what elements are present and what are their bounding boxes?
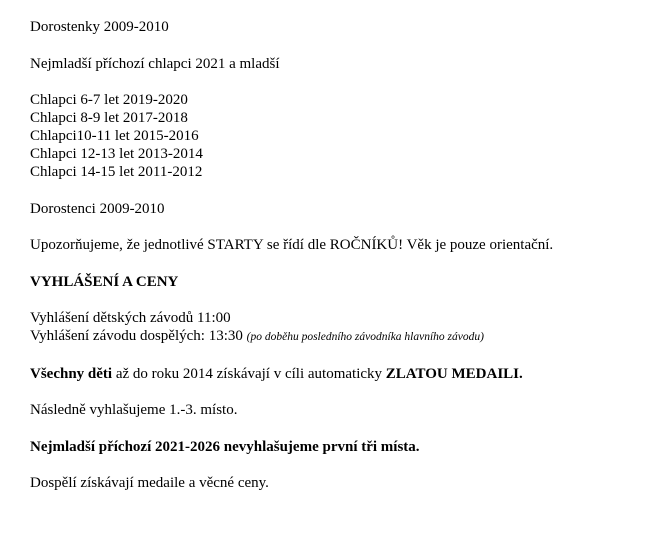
notice-text: Upozorňujeme, že jednotlivé STARTY se řídí dle ROČNÍKŮ! Věk je pouze orientační.: [30, 237, 554, 253]
places-statement: Následně vyhlašujeme 1.-3. místo.: [30, 402, 238, 418]
category-chlapci-8-9: Chlapci 8-9 let 2017-2018: [30, 110, 188, 126]
category-chlapci-10-11: Chlapci10-11 let 2015-2016: [30, 128, 199, 144]
medal-statement-emphasis: ZLATOU MEDAILI.: [385, 365, 523, 382]
medal-statement-subject: Všechny děti: [30, 365, 113, 382]
category-nejmladsi-chlapci: Nejmladší příchozí chlapci 2021 a mladší: [30, 55, 280, 72]
category-chlapci-14-15: Chlapci 14-15 let 2011-2012: [30, 164, 203, 180]
awards-children-time: Vyhlášení dětských závodů 11:00: [30, 310, 231, 326]
adults-prizes: Dospělí získávají medaile a věcné ceny.: [30, 475, 269, 491]
youngest-note: Nejmladší příchozí 2021-2026 nevyhlašujeme první tři místa.: [30, 438, 420, 455]
awards-adults-row: [30, 327, 630, 346]
medal-statement-middle: až do roku 2014 získávají v cíli automaticky: [112, 365, 386, 382]
chlapci-category-list: [30, 91, 630, 181]
category-dorostenci: Dorostenci 2009-2010: [30, 200, 165, 217]
category-chlapci-6-7: Chlapci 6-7 let 2019-2020: [30, 92, 188, 108]
awards-adults-time: Vyhlášení závodu dospělých: 13:30: [30, 328, 243, 344]
category-dorostenky: Dorostenky 2009-2010: [30, 19, 169, 35]
awards-heading: VYHLÁŠENÍ A CENY: [30, 273, 179, 290]
category-chlapci-12-13: Chlapci 12-13 let 2013-2014: [30, 146, 203, 162]
awards-adults-note: (po doběhu posledního závodníka hlavního závodu): [246, 331, 484, 343]
document-body: [30, 18, 630, 492]
medal-statement: [30, 365, 630, 383]
